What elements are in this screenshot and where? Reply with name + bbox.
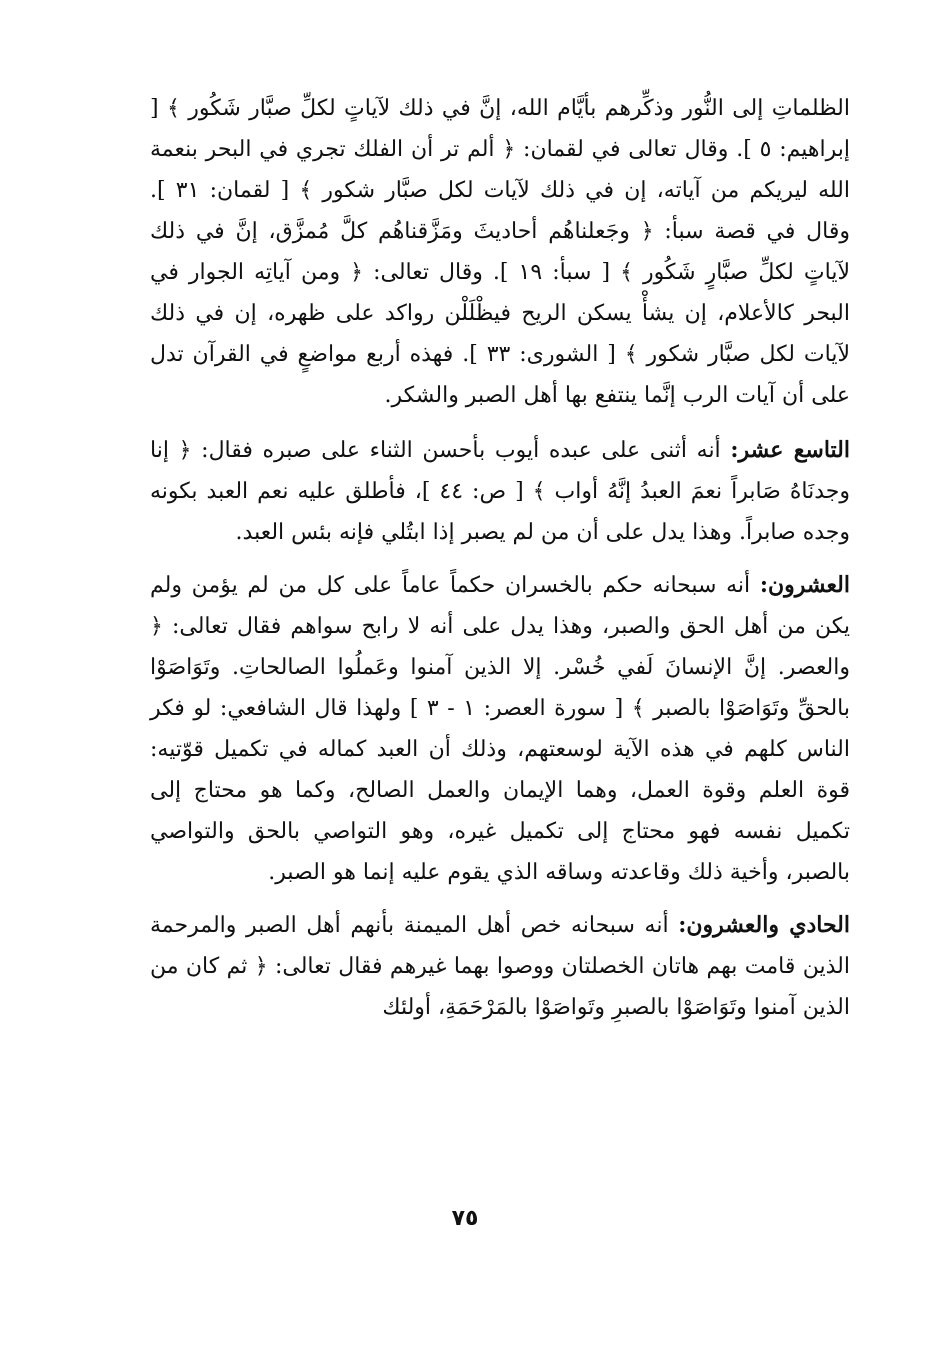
page-number: ٧٥ (451, 1206, 479, 1231)
paragraph-text: أنه سبحانه خص أهل الميمنة بأنهم أهل الصبر والمرحمة الذين قامت بهم هاتان الخصلتان ووصوا بهما غيرهم فقال تعالى: ﴿ ثم كان من الذين آمنوا وتَوَاصَوْا بالصبرِ وتَواصَوْا بالمَرْحَمَةِ، أولئك (150, 913, 850, 1020)
paragraph-heading: العشرون: (759, 572, 850, 598)
paragraph-twentieth (150, 565, 850, 893)
paragraph-nineteenth (150, 430, 850, 553)
page-body (150, 88, 850, 1040)
paragraph-text: أنه سبحانه حكم بالخسران حكماً عاماً على كل من لم يؤمن ولم يكن من أهل الحق والصبر، وهذا يدل على أنه لا رابح سواهم فقال تعالى: ﴿ والعصر. إنَّ الإنسانَ لَفي خُسْر. إلا الذين آمنوا وعَملُوا الصالحاتِ. وتَوَاصَوْا بالحقِّ وتَوَاصَوْا بالصبر ﴾ [ سورة العصر: ١ - ٣ ] ولهذا قال الشافعي: لو فكر الناس كلهم في هذه الآية لوسعتهم، وذلك أن العبد كماله في تكميل قوّتيه: قوة العلم وقوة العمل، وهما الإيمان والعمل الصالح، وكما هو محتاج إلى تكميل نفسه فهو محتاج إلى تكميل غيره، وهو التواصي بالحق والتواصي بالصبر، وأخية ذلك وقاعدته وساقه الذي يقوم عليه إنما هو الصبر. (150, 573, 850, 885)
paragraph-text: الظلماتِ إلى النُّور وذكِّرهم بأيَّام الله، إنَّ في ذلك لآياتٍ لكلِّ صبَّار شَكُور ﴾ [ إبراهيم: ٥ ]. وقال تعالى في لقمان: ﴿ ألم تر أن الفلك تجري في البحر بنعمة الله ليريكم من آياته، إن في ذلك لآيات لكل صبَّار شكور ﴾ [ لقمان: ٣١ ]. وقال في قصة سبأ: ﴿ وجَعلناهُم أحاديثَ ومَزَّقناهُم كلَّ مُمزَّق، إنَّ في ذلك لآياتٍ لكلِّ صبَّارٍ شَكُور ﴾ [ سبأ: ١٩ ]. وقال تعالى: ﴿ ومن آياتِه الجوار في البحر كالأعلام، إن يشأْ يسكن الريح فيظْلَلْن رواكد على ظهره، إن في ذلك لآيات لكل صبَّار شكور ﴾ [ الشورى: ٣٣ ]. فهذه أربع مواضعٍ في القرآن تدل على أن آيات الرب إنَّما ينتفع بها أهل الصبر والشكر. (150, 96, 850, 408)
paragraph-intro (150, 88, 850, 416)
paragraph-twenty-first (150, 905, 850, 1028)
paragraph-heading: الحادي والعشرون: (678, 912, 850, 938)
paragraph-heading: التاسع عشر: (730, 437, 851, 463)
paragraph-text: أنه أثنى على عبده أيوب بأحسن الثناء على صبره فقال: ﴿ إنا وجدنَاهُ صَابراً نعمَ العبدُ إنَّهُ أواب ﴾ [ ص: ٤٤ ]، فأطلق عليه نعم العبد بكونه وجده صابراً. وهذا يدل على أن من لم يصبر إذا ابتُلي فإنه بئس العبد. (150, 438, 850, 545)
